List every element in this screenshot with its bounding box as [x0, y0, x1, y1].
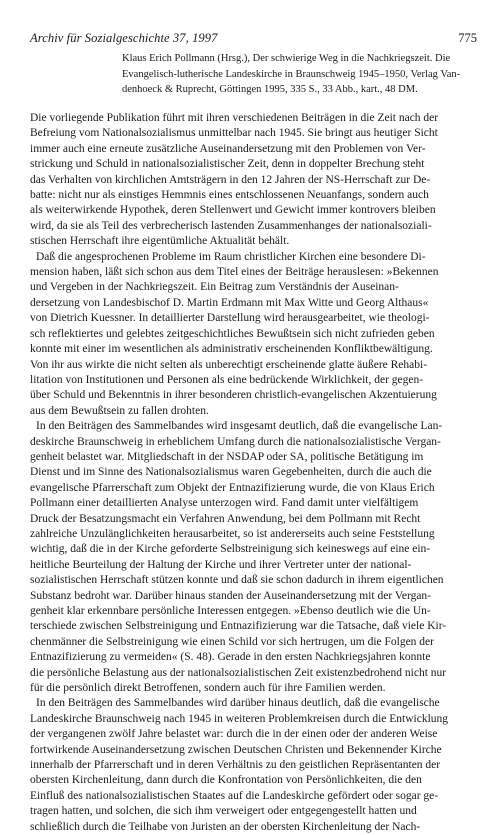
text-line: heitliche Beurteilung der Haltung der Kirche und ihrer Vertreter unter der national- [30, 558, 412, 571]
text-line: über Schuld und Bekenntnis in ihrer besonderen christlich-evangelischen Akzentuierung [30, 389, 437, 402]
text-line: evangelische Pfarrerschaft zum Objekt der Entnazifizierung wurde, die von Klaus Erich [30, 481, 435, 494]
text-line: schließlich durch die Teilhabe von Juristen an der obersten Kirchenleitung der Nach- [30, 820, 421, 833]
text-line: tragen hatten, und solchen, die sich ihm verweigert oder entgegengestellt hatten und [30, 805, 417, 818]
paragraph [30, 250, 480, 419]
text-line: konnte mit einer im wesentlichen als administrativ erscheinenden Konfliktbewältigung. [30, 343, 433, 356]
text-line: Dienst und im Sinne des Nationalsozialismus waren Gegebenheiten, durch die auch die [30, 466, 432, 479]
page-number: 775 [458, 31, 477, 45]
text-line: Von ihr aus wirkte die nicht selten als unberechtigt erscheinende glatte äußere Rehabi- [30, 358, 428, 371]
text-line: als weiterwirkende Hypothek, deren Stellenwert und Gewicht immer kontrovers bleiben [30, 204, 436, 217]
text-line: Substanz bedroht war. Darüber hinaus standen der Auseinandersetzung mit der Vergan- [30, 589, 432, 602]
text-line: genheit belastet war. Mitgliedschaft in der NSDAP oder SA, politische Betätigung im [30, 450, 424, 463]
text-line: strickung und Schuld in nationalsozialistischer Zeit, denn in doppelter Brechung steht [30, 158, 425, 171]
text-line: Befreiung vom Nationalsozialismus unmittelbar nach 1945. Sie bringt aus heutiger Sicht [30, 127, 438, 140]
text-line: batte: nicht nur als einstiges Hemmnis eines entschlossenen Neuanfangs, sondern auch [30, 189, 429, 202]
text-line: wichtig, daß die in der Kirche geforderte Selbstreinigung sich keineswegs auf eine ein- [30, 543, 431, 556]
text-line: innerhalb der Pfarrerschaft und in deren Verhältnis zu den geistlichen Repräsentanten der [30, 759, 441, 772]
paragraph [30, 419, 480, 696]
text-line: zahlreiche Unzulänglichkeiten herausarbeitet, so ist andererseits auch seine Feststellung [30, 527, 435, 540]
citation-line: Evangelisch-lutherische Landeskirche in Braunschweig 1945–1950, Verlag Van- [122, 68, 461, 80]
running-header-journal: Archiv für Sozialgeschichte 37, 1997 [30, 31, 218, 45]
text-line: sch reflektiertes und gelebtes zeitgeschichtliches Bewußtsein sich nicht zufrieden geben [30, 327, 435, 340]
text-line: der vergangenen zwölf Jahre belastet war: durch die in der einen oder der anderen Weise [30, 728, 438, 741]
text-line: terschiede zwischen Selbstreinigung und Entnazifizierung war die Tatsache, daß viele Kir- [30, 620, 447, 633]
text-line: mension haben, läßt sich schon aus dem Titel eines der Beiträge herauslesen: »Bekennen [30, 266, 439, 279]
text-line: In den Beiträgen des Sammelbandes wird darüber hinaus deutlich, daß die evangelische [36, 697, 440, 710]
review-body [30, 111, 480, 835]
text-line: Die vorliegende Publikation führt mit ihren verschiedenen Beiträgen in die Zeit nach der [30, 112, 439, 124]
text-line: chenmänner die Selbstreinigung wie einen Schild vor sich hertrugen, um die Folgen der [30, 635, 434, 648]
text-line: Landeskirche Braunschweig nach 1945 in weiteren Problemkreisen durch die Entwicklung [30, 712, 449, 725]
text-line: wird, da sie als Teil des verbrecherisch lastenden Zusammenhanges der nationalsoziali- [30, 219, 432, 232]
text-line: dersetzung von Landesbischof D. Martin Erdmann mit Max Witte und Georg Althaus« [30, 296, 429, 309]
citation-line: denhoeck & Ruprecht, Göttingen 1995, 335 S., 33 Abb., kart., 48 DM. [122, 84, 418, 95]
text-line: und Vergeben in der Nachkriegszeit. Ein Beitrag zum Verständnis der Auseinan- [30, 281, 399, 294]
text-line: für die persönlich direkt Betroffenen, sondern auch für ihre Familien werden. [30, 682, 386, 695]
text-line: Daß die angesprochenen Probleme im Raum christlicher Kirchen eine besondere Di- [36, 250, 426, 263]
text-line: sozialistischen Herrschaft stützen konnte und daß sie schon dadurch in ihrem eigentlichen [30, 574, 444, 587]
text-line: immer auch eine erneute zusätzliche Auseinandersetzung mit den Problemen von Ver- [30, 142, 426, 155]
text-line: Druck der Besatzungsmacht ein Verfahren Anwendung, bei dem Pollmann mit Recht [30, 512, 421, 525]
text-line: Einfluß des nationalsozialistischen Staates auf die Landeskirche gefördert oder sogar ge- [30, 789, 439, 802]
text-line: fortwirkende Auseinandersetzung zwischen Deutschen Christen und Bekennender Kirche [30, 743, 442, 756]
text-line: das Verhalten von kirchlichen Amtsträgern in den 12 Jahren der NS-Herrschaft zur De- [30, 173, 431, 186]
text-line: obersten Kirchenleitung, dann durch die Konfrontation von Persönlichkeiten, die den [30, 774, 422, 787]
paragraph [30, 696, 480, 835]
paragraph [30, 111, 480, 250]
book-citation [122, 51, 477, 98]
text-line: Pollmann einer detaillierten Analyse unterzogen wird. Fand damit unter vielfältigem [30, 497, 419, 510]
text-line: genheit klar erkennbare persönliche Interessen entgegen. »Ebenso deutlich wie die Un- [30, 605, 431, 617]
text-line: deskirche Braunschweig in erheblichem Umfang durch die nationalsozialistische Vergan- [30, 435, 441, 448]
citation-line: Klaus Erich Pollmann (Hrsg.), Der schwierige Weg in die Nachkriegszeit. Die [122, 53, 451, 64]
text-line: stischen Herrschaft ihre eigentümliche Aktualität behält. [30, 235, 290, 248]
text-line: litation von Institutionen und Personen als eine bedrückende Wirklichkeit, der gegen- [30, 373, 424, 386]
text-line: die persönliche Belastung aus der nationalsozialistischen Zeit existenzbedrohend nicht nur [30, 666, 447, 679]
text-line: In den Beiträgen des Sammelbandes wird insgesamt deutlich, daß die evangelische Lan- [36, 420, 443, 433]
text-line: von Dietrich Kuessner. In detaillierter Darstellung wird herausgearbeitet, wie theologi- [30, 312, 430, 325]
text-line: Entnazifizierung zu vermeiden« (S. 48). Gerade in den ersten Nachkriegsjahren konnte [30, 651, 431, 664]
text-line: aus dem Bewußtsein zu fallen drohten. [30, 404, 209, 417]
